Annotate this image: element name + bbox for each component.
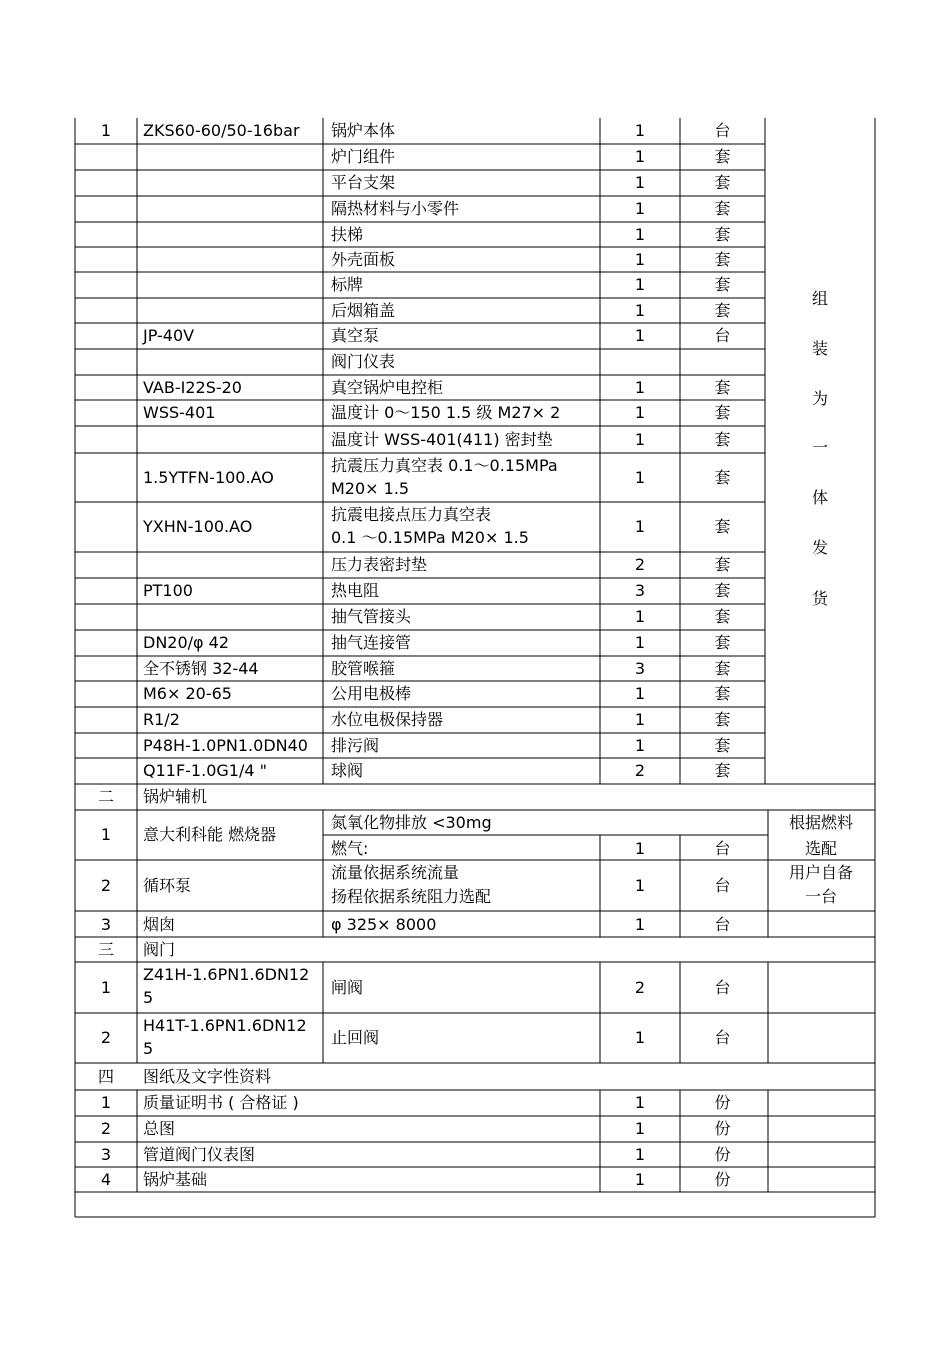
name-cell: 温度计 0～150 1.5 级 M27× 2	[331, 403, 561, 422]
unit-cell: 套	[714, 173, 731, 192]
spec-cell: 燃气:	[331, 839, 369, 858]
name-cell: 真空锅炉电控柜	[331, 377, 444, 397]
name-cell: 胶管喉箍	[331, 658, 396, 678]
qty-cell: 3	[634, 658, 646, 678]
section-title: 阀门	[143, 940, 176, 959]
name-cell: 总图	[143, 1119, 176, 1138]
model-cell-line2: 5	[143, 988, 154, 1007]
qty-cell: 1	[634, 684, 646, 703]
unit-cell: 套	[714, 147, 731, 166]
section-title: 图纸及文字性资料	[143, 1067, 272, 1086]
unit-cell: 台	[714, 1028, 731, 1047]
unit-cell: 份	[714, 1093, 731, 1112]
row-number: 1	[100, 825, 112, 844]
model-cell: M6× 20-65	[143, 684, 232, 703]
section-title: 锅炉辅机	[143, 787, 208, 806]
spec-cell: 流量依据系统流量	[331, 863, 460, 882]
name-cell: 扶梯	[331, 224, 364, 244]
qty-cell: 2	[634, 761, 646, 780]
name-cell: 抗震电接点压力真空表	[331, 505, 492, 524]
row-number: 4	[100, 1169, 112, 1189]
model-cell: PT100	[143, 581, 193, 600]
assembled-note-char: 一	[811, 438, 828, 457]
unit-cell: 套	[714, 555, 731, 574]
name-cell: 排污阀	[331, 735, 380, 755]
qty-cell: 1	[634, 403, 646, 422]
qty-cell: 2	[634, 555, 646, 574]
model-cell: Q11F-1.0G1/4 "	[143, 761, 267, 780]
model-cell: 全不锈钢 32-44	[143, 658, 259, 678]
assembled-note-char: 体	[811, 488, 828, 507]
name-cell: 外壳面板	[331, 249, 396, 269]
unit-cell: 套	[714, 633, 731, 652]
note-cell: 用户自备	[788, 863, 853, 882]
unit-cell: 套	[714, 607, 731, 626]
assembled-note-char: 为	[811, 389, 828, 408]
name-cell: 压力表密封垫	[331, 555, 428, 574]
qty-cell: 1	[634, 607, 646, 626]
model-cell: 1.5YTFN-100.AO	[143, 467, 274, 487]
note-cell: 根据燃料	[788, 813, 853, 832]
unit-cell: 套	[714, 658, 731, 678]
row-number: 2	[100, 1028, 112, 1047]
name-cell: 闸阀	[331, 977, 364, 997]
model-cell: VAB-Ⅰ22S-20	[143, 377, 242, 397]
qty-cell: 1	[634, 275, 646, 294]
unit-cell: 台	[714, 876, 731, 895]
qty-cell: 1	[634, 1144, 646, 1164]
qty-cell: 1	[634, 876, 646, 895]
unit-cell: 份	[714, 1119, 731, 1138]
qty-cell: 1	[634, 517, 646, 536]
qty-cell: 1	[634, 173, 646, 192]
unit-cell: 套	[714, 581, 731, 600]
model-cell: P48H-1.0PN1.0DN40	[143, 735, 308, 755]
qty-cell: 3	[634, 581, 646, 600]
name-cell: 抗震压力真空表 0.1～0.15MPa	[331, 456, 558, 475]
qty-cell: 1	[634, 199, 646, 218]
row-number: 1	[100, 121, 112, 140]
name-cell: 隔热材料与小零件	[331, 199, 460, 218]
model-cell: R1/2	[143, 710, 180, 729]
qty-cell: 1	[634, 1169, 646, 1189]
row-number: 3	[100, 915, 112, 934]
unit-cell: 套	[714, 199, 731, 218]
qty-cell: 1	[634, 377, 646, 397]
row-number: 1	[100, 977, 112, 997]
row-number: 2	[100, 876, 112, 895]
name-cell: 锅炉本体	[331, 121, 396, 140]
note-cell: 选配	[804, 839, 837, 858]
qty-cell: 1	[634, 735, 646, 755]
qty-cell: 1	[634, 467, 646, 487]
qty-cell: 1	[634, 1093, 646, 1112]
model-cell: Z41H-1.6PN1.6DN12	[143, 965, 310, 984]
qty-cell: 1	[634, 429, 646, 449]
assembled-note-char: 装	[811, 339, 828, 358]
assembled-note-char: 组	[811, 289, 828, 308]
name-cell: 平台支架	[331, 173, 396, 192]
row-number: 1	[100, 1093, 112, 1112]
qty-cell: 1	[634, 633, 646, 652]
spec-cell: 扬程依据系统阻力选配	[331, 887, 492, 906]
unit-cell: 套	[714, 300, 731, 320]
unit-cell: 套	[714, 377, 731, 397]
unit-cell: 台	[714, 839, 731, 858]
name-cell: 止回阀	[331, 1028, 380, 1047]
name-cell: 热电阻	[331, 581, 380, 600]
spec-cell: φ 325× 8000	[331, 915, 437, 934]
unit-cell: 套	[714, 710, 731, 729]
name-cell: 后烟箱盖	[331, 300, 396, 320]
model-cell: WSS-401	[143, 403, 216, 422]
row-number: 3	[100, 1144, 112, 1164]
unit-cell: 台	[714, 915, 731, 934]
model-cell: H41T-1.6PN1.6DN12	[143, 1016, 307, 1035]
unit-cell: 套	[714, 249, 731, 269]
unit-cell: 台	[714, 121, 731, 140]
model-cell: ZKS60-60/50-16bar	[143, 121, 300, 140]
name-cell: 阀门仪表	[331, 352, 396, 371]
unit-cell: 台	[714, 977, 731, 997]
qty-cell: 1	[634, 326, 646, 345]
unit-cell: 套	[714, 684, 731, 703]
section-number: 三	[97, 940, 114, 959]
spec-cell: 氮氧化物排放 <30mg	[331, 813, 492, 832]
unit-cell: 套	[714, 429, 731, 449]
qty-cell: 2	[634, 977, 646, 997]
section-number: 二	[97, 787, 114, 806]
row-number: 2	[100, 1119, 112, 1138]
assembled-note-char: 货	[811, 589, 828, 608]
model-cell: YXHN-100.AO	[143, 517, 253, 536]
name-cell: 炉门组件	[331, 147, 396, 166]
name-cell: 真空泵	[331, 326, 380, 345]
unit-cell: 份	[714, 1144, 731, 1164]
unit-cell: 套	[714, 761, 731, 780]
model-cell: 烟囱	[143, 915, 176, 934]
qty-cell: 1	[634, 710, 646, 729]
name-cell: 锅炉基础	[143, 1169, 208, 1189]
name-cell: 球阀	[331, 761, 364, 780]
name-cell: 水位电极保持器	[331, 710, 444, 729]
name-cell-line2: M20× 1.5	[331, 479, 410, 498]
name-cell: 公用电极棒	[331, 684, 412, 703]
unit-cell: 套	[714, 224, 731, 244]
assembled-note-char: 发	[811, 538, 828, 557]
qty-cell: 1	[634, 1119, 646, 1138]
qty-cell: 1	[634, 1028, 646, 1047]
qty-cell: 1	[634, 915, 646, 934]
qty-cell: 1	[634, 121, 646, 140]
unit-cell: 套	[714, 735, 731, 755]
qty-cell: 1	[634, 249, 646, 269]
name-cell: 抽气管接头	[331, 607, 412, 626]
note-cell: 一台	[804, 887, 837, 906]
name-cell: 管道阀门仪表图	[143, 1144, 256, 1164]
model-cell: 循环泵	[143, 876, 192, 895]
name-cell: 温度计 WSS-401(411) 密封垫	[331, 429, 553, 449]
unit-cell: 套	[714, 403, 731, 422]
section-number: 四	[97, 1067, 114, 1086]
qty-cell: 1	[634, 147, 646, 166]
unit-cell: 台	[714, 326, 731, 345]
qty-cell: 1	[634, 839, 646, 858]
name-cell: 抽气连接管	[331, 633, 412, 652]
model-cell: DN20/φ 42	[143, 633, 230, 652]
name-cell: 标牌	[331, 275, 364, 294]
model-cell: 意大利科能 燃烧器	[143, 825, 277, 844]
qty-cell: 1	[634, 300, 646, 320]
unit-cell: 套	[714, 275, 731, 294]
qty-cell: 1	[634, 224, 646, 244]
unit-cell: 份	[714, 1169, 731, 1189]
name-cell-line2: 0.1 ～0.15MPa M20× 1.5	[331, 528, 529, 547]
unit-cell: 套	[714, 467, 731, 487]
unit-cell: 套	[714, 517, 731, 536]
name-cell: 质量证明书 ( 合格证 )	[143, 1093, 299, 1112]
model-cell: JP-40V	[143, 326, 195, 345]
model-cell-line2: 5	[143, 1039, 154, 1058]
